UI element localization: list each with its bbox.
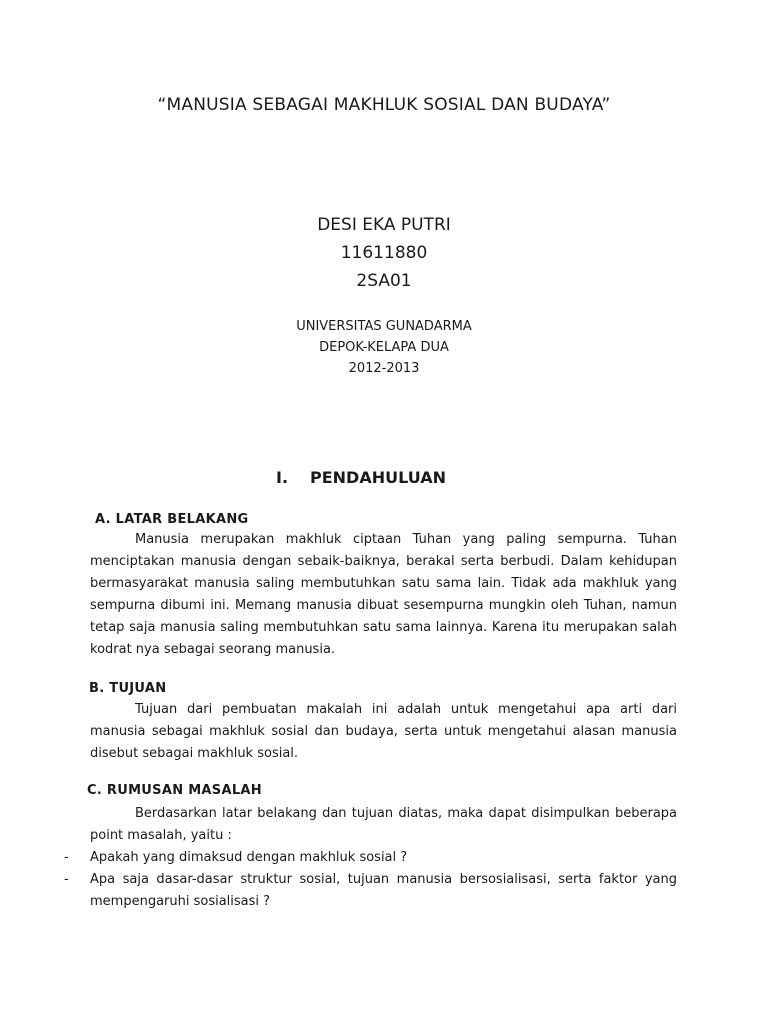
section-text-tujuan: Tujuan dari pembuatan makalah ini adalah untuk mengetahui apa arti dari manusia sebagai makhluk sosial dan budaya, serta untuk mengetahui alasan manusia disebut sebagai makhluk sosial.	[90, 702, 677, 761]
list-item-text: Apakah yang dimaksud dengan makhluk sosial ?	[90, 850, 408, 865]
chapter-title: PENDAHULUAN	[310, 468, 446, 487]
author-name: DESI EKA PUTRI	[317, 215, 451, 235]
list-item	[64, 847, 677, 869]
university-name: UNIVERSITAS GUNADARMA	[296, 319, 472, 334]
chapter-number: I.	[276, 468, 289, 487]
section-text-rumusan-intro: Berdasarkan latar belakang dan tujuan diatas, maka dapat disimpulkan beberapa point masalah, yaitu :	[90, 806, 677, 843]
author-block	[0, 211, 768, 295]
list-dash: -	[64, 850, 69, 865]
author-class: 2SA01	[356, 271, 412, 291]
institution-block	[0, 316, 768, 379]
section-text-latar-belakang: Manusia merupakan makhluk ciptaan Tuhan yang paling sempurna. Tuhan menciptakan manusia dengan sebaik-baiknya, berakal serta berbudi. Dalam kehidupan bermasyarakat manusia saling membutuhkan satu sama lain. Tidak ada makhluk yang sempurna dibumi ini. Memang manusia dibuat sesempurna mungkin oleh Tuhan, namun tetap saja manusia saling membutuhkan satu sama lainnya. Karena itu merupakan salah kodrat nya sebagai seorang manusia.	[90, 532, 677, 657]
rumusan-masalah-list	[64, 847, 677, 913]
author-npm: 11611880	[340, 243, 428, 263]
academic-year: 2012-2013	[348, 361, 420, 376]
section-heading-latar-belakang: A. LATAR BELAKANG	[95, 512, 249, 527]
document-title: “MANUSIA SEBAGAI MAKHLUK SOSIAL DAN BUDAYA”	[157, 95, 611, 115]
section-heading-rumusan-masalah: C. RUMUSAN MASALAH	[87, 783, 262, 798]
chapter-heading	[276, 468, 446, 487]
list-item	[64, 869, 677, 913]
list-item-text: Apa saja dasar-dasar struktur sosial, tujuan manusia bersosialisasi, serta faktor yang mempengaruhi sosialisasi ?	[90, 872, 677, 909]
section-heading-tujuan: B. TUJUAN	[89, 681, 167, 696]
university-location: DEPOK-KELAPA DUA	[319, 340, 449, 355]
list-dash: -	[64, 872, 69, 887]
